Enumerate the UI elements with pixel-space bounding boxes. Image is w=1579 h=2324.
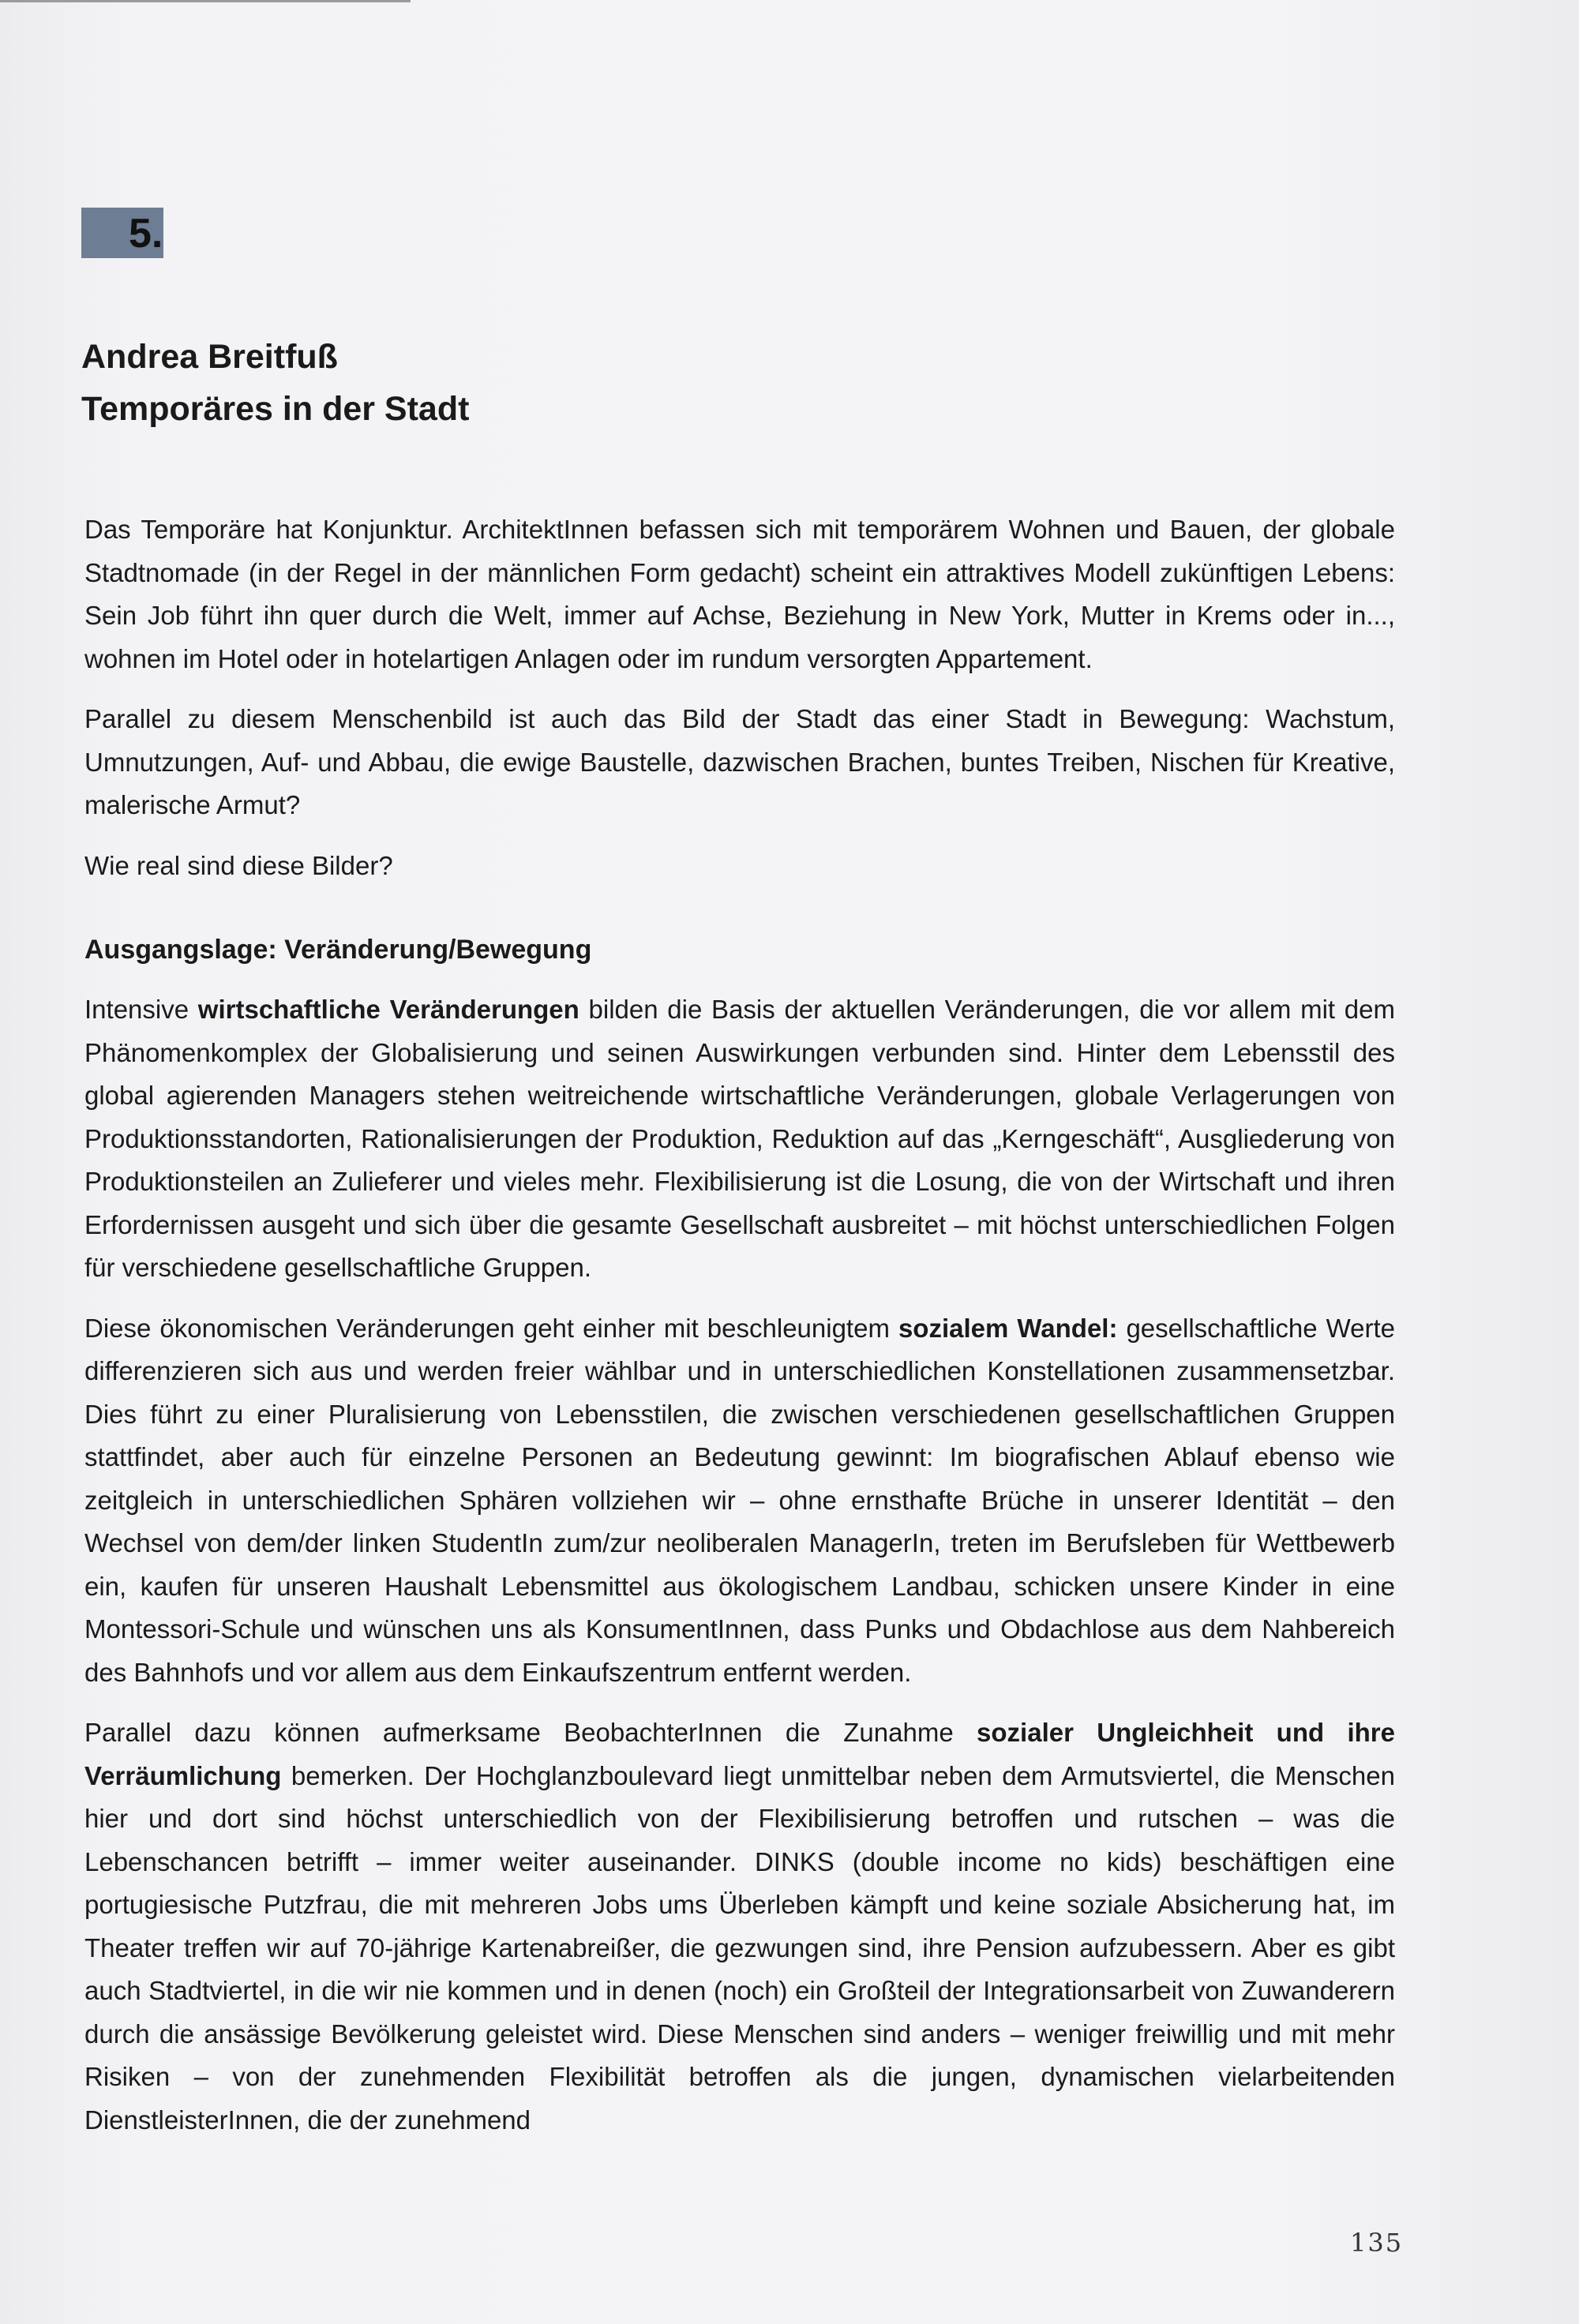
paragraph <box>84 988 1395 1290</box>
article-title: Temporäres in der Stadt <box>81 390 470 428</box>
bold-term: sozialer Ungleichheit und ihre Verräumlichung <box>84 1718 1395 1790</box>
text-run: Intensive <box>84 995 198 1024</box>
chapter-number: 5. <box>129 211 163 257</box>
text-run: gesellschaftliche Werte differenzieren sich aus und werden freier wählbar und in unterschiedlichen Konstellationen zusammensetzbar. Dies führt zu einer Pluralisierung von Lebensstilen, die zwischen verschiedenen gesellschaftlichen Gruppen stattfindet, aber auch für einzelne Personen an Bedeutung gewinnt: Im biografischen Ablauf ebenso wie zeitgleich in unterschiedlichen Sphären vollziehen wir – ohne ernsthafte Brüche in unserer Identität – den Wechsel von dem/der linken StudentIn zum/zur neoliberalen ManagerIn, treten im Berufsleben für Wettbewerb ein, kaufen für unseren Haushalt Lebensmittel aus ökologischem Landbau, schicken unsere Kinder in eine Montessori-Schule und wünschen uns als KonsumentInnen, dass Punks und Obdachlose aus dem Nahbereich des Bahnhofs und vor allem aus dem Einkaufszentrum entfernt werden. <box>84 1313 1395 1687</box>
bold-term: wirtschaftliche Veränderungen <box>197 995 579 1024</box>
text-run: Parallel dazu können aufmerksame BeobachterInnen die Zunahme <box>84 1718 977 1747</box>
paragraph <box>84 1307 1395 1695</box>
text-run: Diese ökonomischen Veränderungen geht einher mit beschleunigtem <box>84 1313 898 1343</box>
paragraph <box>84 1711 1395 2142</box>
text-run: bilden die Basis der aktuellen Veränderungen, die vor allem mit dem Phänomenkomplex der Globalisierung und seinen Auswirkungen verbunden sind. Hinter dem Lebensstil des global agierenden Managers stehen weitreichende wirtschaftliche Veränderungen, globale Verlagerungen von Produktionsstandorten, Rationalisierungen der Produktion, Reduktion auf das „Kerngeschäft“, Ausgliederung von Produktionsteilen an Zulieferer und vieles mehr. Flexibilisierung ist die Losung, die von der Wirtschaft und ihren Erfordernissen ausgeht und sich über die gesamte Gesellschaft ausbreitet – mit höchst unterschiedlichen Folgen für verschiedene gesellschaftliche Gruppen. <box>84 995 1396 1282</box>
paragraph: Parallel zu diesem Menschenbild ist auch das Bild der Stadt das einer Stadt in Bewegung: Wachstum, Umnutzungen, Auf- und Abbau, die ewige Baustelle, dazwischen Brachen, buntes Treiben, Nischen für Kreative, malerische Armut? <box>84 704 1395 819</box>
paragraph: Wie real sind diese Bilder? <box>84 850 393 880</box>
page-number: 135 <box>1350 2228 1404 2258</box>
text-run: bemerken. Der Hochglanzboulevard liegt unmittelbar neben dem Armutsviertel, die Menschen hier und dort sind höchst unterschiedlich von der Flexibilisierung betroffen und rutschen – was die Lebenschancen betrifft – immer weiter auseinander. DINKS (double income no kids) beschäftigen eine portugiesische Putzfrau, die mit mehreren Jobs ums Überleben kämpft und keine soziale Absicherung hat, im Theater treffen wir auf 70-jährige Kartenabreißer, die gezwungen sind, ihre Pension aufzubessern. Aber es gibt auch Stadtviertel, in die wir nie kommen und in denen (noch) ein Großteil der Integrationsarbeit von Zuwanderern durch die ansässige Bevölkerung geleistet wird. Diese Menschen sind anders – weniger freiwillig und mit mehr Risiken – von der zunehmenden Flexibilität betroffen als die jungen, dynamischen vielarbeitenden DienstleisterInnen, die der zunehmend <box>84 1760 1395 2135</box>
bold-term: sozialem Wandel: <box>898 1313 1118 1343</box>
top-rule <box>0 0 411 2</box>
author-name: Andrea Breitfuß <box>81 338 338 376</box>
paragraph: Das Temporäre hat Konjunktur. ArchitektInnen befassen sich mit temporärem Wohnen und Bauen, der globale Stadtnomade (in der Regel in der männlichen Form gedacht) scheint ein attraktives Modell zukünftigen Lebens: Sein Job führt ihn quer durch die Welt, immer auf Achse, Beziehung in New York, Mutter in Krems oder in..., wohnen im Hotel oder in hotelartigen Anlagen oder im rundum versorgten Appartement. <box>84 515 1395 673</box>
article-body <box>84 508 1395 2159</box>
section-heading: Ausgangslage: Veränderung/Bewegung <box>84 935 592 965</box>
